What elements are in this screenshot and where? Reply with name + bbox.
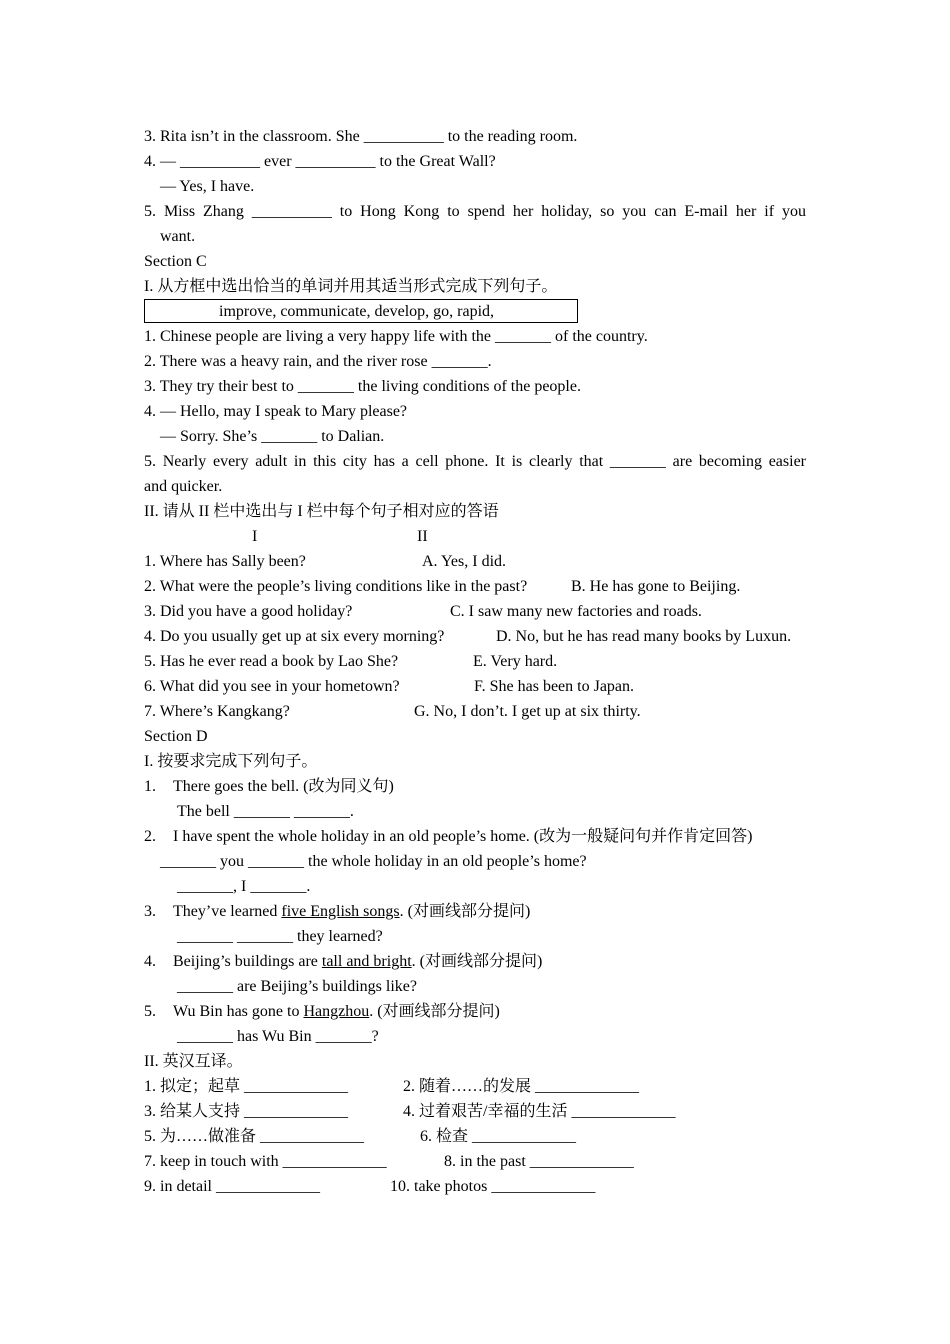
match-answer-b: B. He has gone to Beijing. [571,578,741,595]
word-box [144,299,578,323]
translate-item-1: 1. 拟定；起草 _____________ [144,1078,349,1095]
translate-item-7: 7. keep in touch with _____________ [144,1153,387,1170]
translate-item-5: 5. 为……做准备 _____________ [144,1128,365,1145]
section-d-q4-post: . (对画线部分提问) [411,953,543,970]
section-c-part1-instruction: I. 从方框中选出恰当的单词并用其适当形式完成下列句子。 [144,278,558,295]
sectionb-q5-line1: 5. Miss Zhang __________ to Hong Kong to spend her holiday, so you can E-mail her if you [144,203,806,220]
section-d-q4-pre: Beijing’s buildings are [173,953,322,970]
section-d-q4-number: 4. [144,953,156,970]
match-answer-c: C. I saw many new factories and roads. [450,603,702,620]
word-box-text: improve, communicate, develop, go, rapid, [219,303,495,320]
translate-item-6: 6. 检查 _____________ [420,1128,577,1145]
translate-item-3: 3. 给某人支持 _____________ [144,1103,349,1120]
section-d-q4-underlined: tall and bright [321,953,412,970]
section-d-q4-answer: _______ are Beijing’s buildings like? [177,978,417,995]
translate-item-2: 2. 随着……的发展 _____________ [403,1078,640,1095]
section-c-q1: 1. Chinese people are living a very happy life with the _______ of the country. [144,328,648,345]
section-d-q2-answer-2: _______, I _______. [177,878,311,895]
section-d-q2: I have spent the whole holiday in an old people’s home. (改为一般疑问句并作肯定回答) [173,828,753,845]
section-d-q5-number: 5. [144,1003,156,1020]
translate-item-4: 4. 过着艰苦/幸福的生活 _____________ [403,1103,676,1120]
match-question-5: 5. Has he ever read a book by Lao She? [144,653,399,670]
match-question-3: 3. Did you have a good holiday? [144,603,353,620]
section-d-part1-instruction: I. 按要求完成下列句子。 [144,753,318,770]
column-ii-header: II [417,528,428,545]
match-question-1: 1. Where has Sally been? [144,553,306,570]
section-d-q3-pre: They’ve learned [173,903,282,920]
section-d-q2-number: 2. [144,828,156,845]
translate-item-10: 10. take photos _____________ [390,1178,596,1195]
sectionb-q3: 3. Rita isn’t in the classroom. She __________ to the reading room. [144,128,578,145]
match-question-6: 6. What did you see in your hometown? [144,678,400,695]
section-d-q5 [173,999,500,1024]
match-question-4: 4. Do you usually get up at six every morning? [144,628,445,645]
section-c-part2-instruction: II. 请从 II 栏中选出与 I 栏中每个句子相对应的答语 [144,503,499,520]
section-d-q5-underlined: Hangzhou [303,1003,370,1020]
sectionb-q4-question: 4. — __________ ever __________ to the Great Wall? [144,153,496,170]
section-d-q1: There goes the bell. (改为同义句) [173,778,394,795]
sectionb-q4-answer: — Yes, I have. [160,178,255,195]
section-d-q3-answer: _______ _______ they learned? [177,928,383,945]
section-d-q3 [173,899,530,924]
section-d-q3-underlined: five English songs [281,903,400,920]
column-i-header: I [252,528,258,545]
match-question-2: 2. What were the people’s living conditions like in the past? [144,578,528,595]
section-d-q4 [173,949,542,974]
match-answer-f: F. She has been to Japan. [474,678,635,695]
match-answer-g: G. No, I don’t. I get up at six thirty. [414,703,641,720]
match-question-7: 7. Where’s Kangkang? [144,703,290,720]
section-c-q4-answer: — Sorry. She’s _______ to Dalian. [160,428,385,445]
translate-item-8: 8. in the past _____________ [444,1153,634,1170]
match-answer-a: A. Yes, I did. [422,553,507,570]
section-d-q3-number: 3. [144,903,156,920]
section-d-q5-answer: _______ has Wu Bin _______? [177,1028,379,1045]
translate-item-9: 9. in detail _____________ [144,1178,320,1195]
match-answer-d: D. No, but he has read many books by Luxun. [496,628,792,645]
section-d-q3-post: . (对画线部分提问) [399,903,531,920]
section-d-part2-instruction: II. 英汉互译。 [144,1053,243,1070]
section-c-q3: 3. They try their best to _______ the living conditions of the people. [144,378,581,395]
section-c-title: Section C [144,253,207,270]
match-answer-e: E. Very hard. [473,653,558,670]
section-c-q2: 2. There was a heavy rain, and the river rose _______. [144,353,492,370]
section-d-q5-post: . (对画线部分提问) [369,1003,500,1020]
section-c-q5-line1: 5. Nearly every adult in this city has a cell phone. It is clearly that _______ are becoming easier [144,453,806,470]
section-d-q1-number: 1. [144,778,156,795]
section-d-q5-pre: Wu Bin has gone to [173,1003,304,1020]
section-c-q5-line2: and quicker. [144,478,223,495]
section-c-q4-question: 4. — Hello, may I speak to Mary please? [144,403,408,420]
section-d-q1-answer: The bell _______ _______. [177,803,354,820]
section-d-title: Section D [144,728,208,745]
section-d-q2-answer-1: _______ you _______ the whole holiday in an old people’s home? [160,853,587,870]
sectionb-q5-line2: want. [160,228,196,245]
